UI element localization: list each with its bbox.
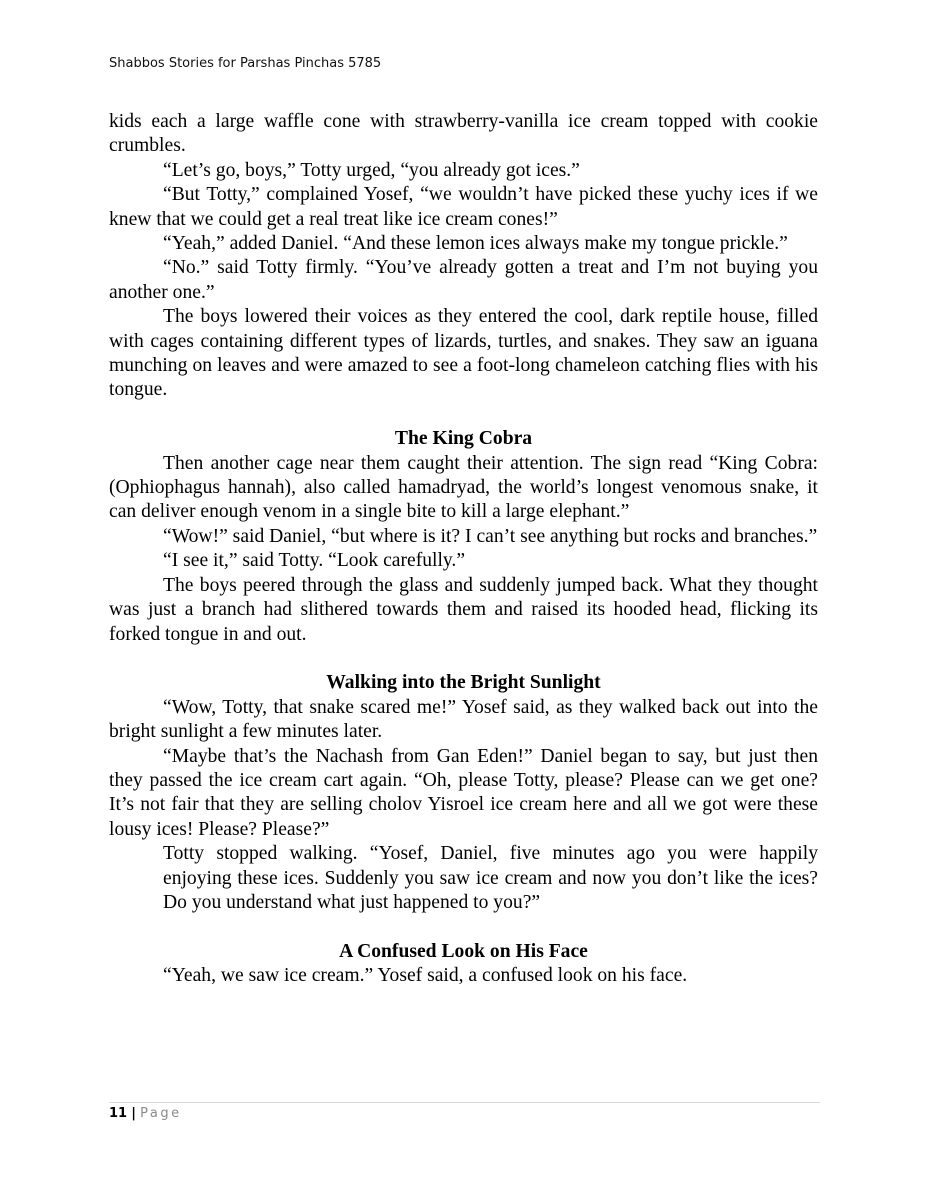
page-header-title: Shabbos Stories for Parshas Pinchas 5785 <box>109 56 382 71</box>
section-heading-confused-look: A Confused Look on His Face <box>339 940 588 962</box>
paragraph: “Wow!” said Daniel, “but where is it? I can’t see anything but rocks and branches.” <box>163 525 818 547</box>
paragraph: “Wow, Totty, that snake scared me!” Yosef said, as they walked back out into the bright sunlight a few minutes later. <box>109 696 818 743</box>
paragraph: “Yeah, we saw ice cream.” Yosef said, a confused look on his face. <box>163 965 688 987</box>
page-footer <box>109 1106 182 1121</box>
story-body <box>109 110 818 989</box>
paragraph: kids each a large waffle cone with strawberry-vanilla ice cream topped with cookie crumbles. <box>109 111 818 157</box>
paragraph: Then another cage near them caught their attention. The sign read “King Cobra: (Ophiophagus hannah), also called hamadryad, the world’s longest venomous snake, it can deliver enough venom in a single bite to kill a large elephant.” <box>109 452 818 523</box>
paragraph: “But Totty,” complained Yosef, “we wouldn’t have picked these yuchy ices if we knew that we could get a real treat like ice cream cones!” <box>109 184 818 230</box>
paragraph: “Let’s go, boys,” Totty urged, “you already got ices.” <box>163 159 580 181</box>
indented-paragraph: Totty stopped walking. “Yosef, Daniel, five minutes ago you were happily enjoying these ices. Suddenly you saw ice cream and now you don’t like the ices? Do you understand what just happened to you?” <box>163 843 818 913</box>
page-number: 11 <box>109 1106 128 1121</box>
section-heading-bright-sunlight: Walking into the Bright Sunlight <box>326 672 601 694</box>
paragraph: The boys lowered their voices as they entered the cool, dark reptile house, filled with cages containing different types of lizards, turtles, and snakes. They saw an iguana munching on leaves and were amazed to see a foot-long chameleon catching flies with his tongue. <box>109 306 818 401</box>
footer-divider <box>109 1102 820 1103</box>
paragraph: “I see it,” said Totty. “Look carefully.” <box>163 550 466 572</box>
paragraph: The boys peered through the glass and suddenly jumped back. What they thought was just a branch had slithered towards them and raised its hooded head, flicking its forked tongue in and out. <box>109 574 818 645</box>
paragraph: “Yeah,” added Daniel. “And these lemon ices always make my tongue prickle.” <box>163 233 788 255</box>
section-heading-king-cobra: The King Cobra <box>394 428 533 450</box>
page-label: Page <box>140 1106 182 1121</box>
paragraph: “No.” said Totty firmly. “You’ve already gotten a treat and I’m not buying you another one.” <box>109 257 818 303</box>
paragraph: “Maybe that’s the Nachash from Gan Eden!” Daniel began to say, but just then they passed the ice cream cart again. “Oh, please Totty, please? Please can we get one? It’s not fair that they are selling cholov Yisroel ice cream here and all we got were these lousy ices! Please? Please?” <box>109 745 818 840</box>
footer-separator: | <box>131 1106 136 1121</box>
